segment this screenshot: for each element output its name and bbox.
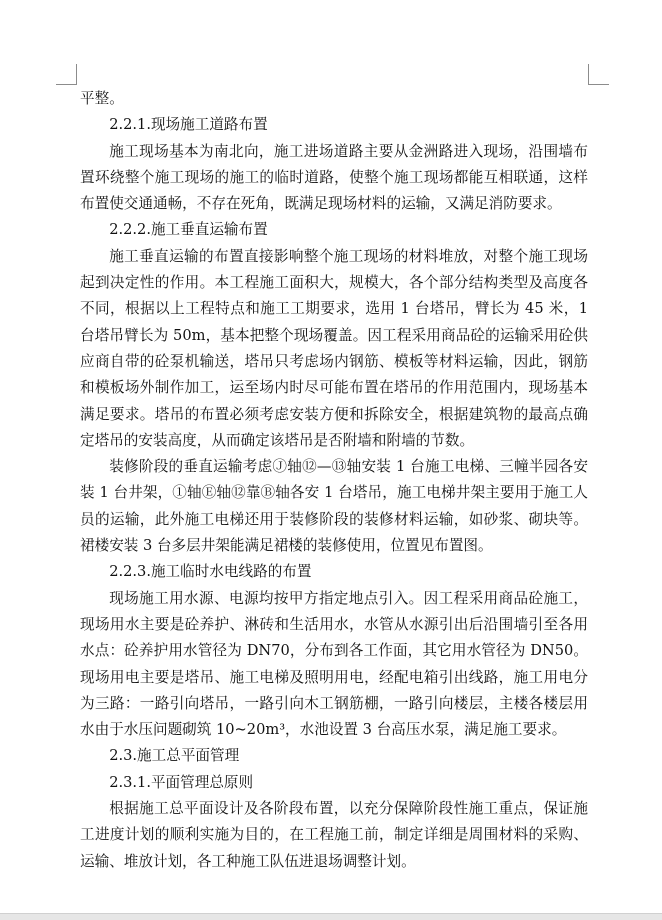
heading-road-layout: 2.2.1.现场施工道路布置 <box>109 116 268 134</box>
heading-site-management: 2.3.施工总平面管理 <box>109 747 240 765</box>
crop-mark-top-left <box>56 64 77 85</box>
document-page <box>80 86 588 875</box>
heading-water-power: 2.2.3.施工临时水电线路的布置 <box>109 563 312 581</box>
heading-management-principle: 2.3.1.平面管理总原则 <box>109 773 254 791</box>
paragraph-water-power: 现场施工用水源、电源均按甲方指定地点引入。因工程采用商品砼施工，现场用水主要是砼养护、淋砖和生活用水，水管从水源引出后沿围墙引至各用水点：砼养护用水管径为 DN70，分布到各工作面，其它用水管径为 DN50。现场用电主要是塔吊、施工电梯及照明用电，经配电箱引出线路，施工用电分为三路：一路引向塔吊，一路引向木工钢筋棚，一路引向楼层，主楼各楼层用水由于水压问题砌筑 10~20m³，水池设置 3 台高压水泵，满足施工要求。 <box>80 589 588 739</box>
paragraph-continuation: 平整。 <box>80 90 124 107</box>
window-bottom-edge <box>0 913 662 920</box>
paragraph-decoration-transport: 装修阶段的垂直运输考虑Ⓙ轴⑫—⑬轴安装 1 台施工电梯、三幢半园各安装 1 台井架，①轴Ⓔ轴⑫靠Ⓑ轴各安 1 台塔吊，施工电梯井架主要用于施工人员的运输，此外施工电梯还用于装修阶段的装修材料运输，如砂浆、砌块等。裙楼安装 3 台多层井架能满足裙楼的装修使用，位置见布置图。 <box>80 458 588 555</box>
paragraph-vertical-transport: 施工垂直运输的布置直接影响整个施工现场的材料堆放，对整个施工现场起到决定性的作用。本工程施工面积大，规模大，各个部分结构类型及高度各不同，根据以上工程特点和施工工期要求，选用 1 台塔吊，臂长为 45 米，1 台塔吊臂长为 50m，基本把整个现场覆盖。因工程采用商品砼的运输采用砼供应商自带的砼泵机输送，塔吊只考虑场内钢筋、模板等材料运输，因此，钢筋和模板场外制作加工，运至场内时尽可能布置在塔吊的作用范围内，现场基本满足要求。塔吊的布置必须考虑安装方便和拆除安全，根据建筑物的最高点确定塔吊的安装高度，从而确定该塔吊是否附墙和附墙的节数。 <box>80 247 588 449</box>
crop-mark-top-right <box>588 64 609 85</box>
paragraph-management-principle: 根据施工总平面设计及各阶段布置，以充分保障阶段性施工重点，保证施工进度计划的顺利实施为目的，在工程施工前，制定详细是周围材料的采购、运输、堆放计划，各工种施工队伍进退场调整计划。 <box>80 800 588 870</box>
paragraph-road-layout: 施工现场基本为南北向，施工进场道路主要从金洲路进入现场，沿围墙布置环绕整个施工现场的施工的临时道路，使整个施工现场都能互相联通，这样布置使交通通畅，不存在死角，既满足现场材料的运输，又满足消防要求。 <box>80 142 588 213</box>
heading-vertical-transport: 2.2.2.施工垂直运输布置 <box>109 221 268 239</box>
